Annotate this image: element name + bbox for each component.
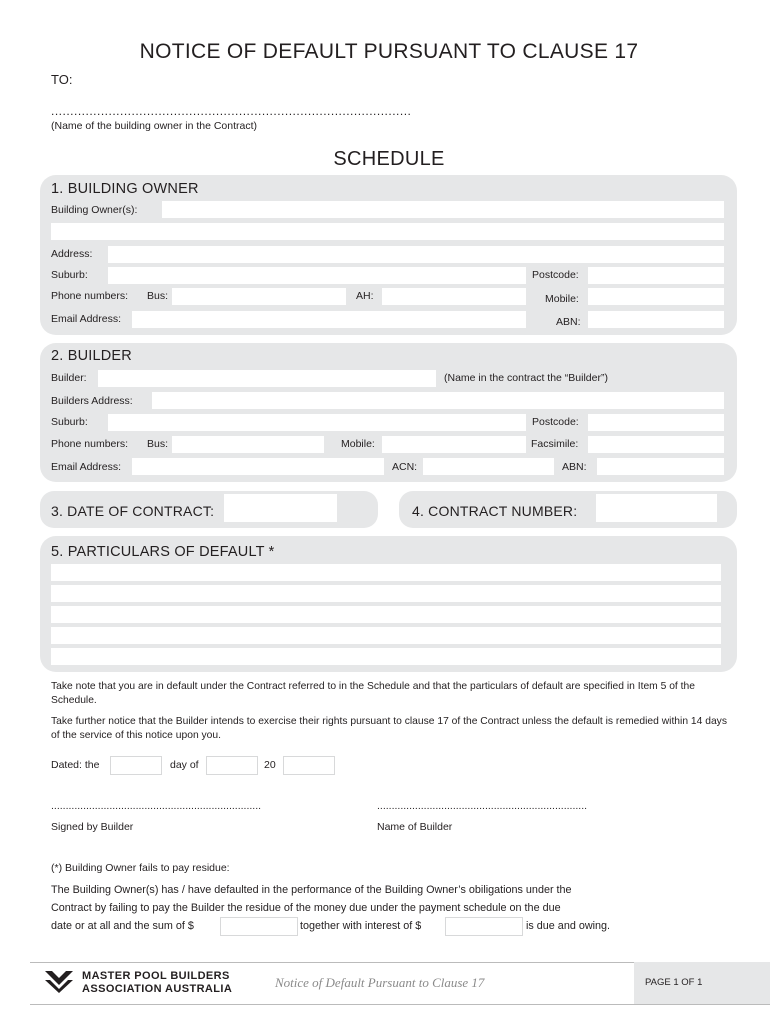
owner-ah-label: AH:	[356, 290, 374, 302]
residue-line-3a: date or at all and the sum of $	[51, 920, 194, 932]
owner-phone-label: Phone numbers:	[51, 290, 129, 302]
building-owners-label: Building Owner(s):	[51, 204, 138, 216]
dated-year-field[interactable]	[283, 756, 335, 775]
signature-line[interactable]: ........................................................................	[51, 800, 262, 812]
particulars-heading: 5. PARTICULARS OF DEFAULT *	[51, 544, 275, 560]
org-name-line-2: ASSOCIATION AUSTRALIA	[82, 983, 233, 995]
builder-phone-label: Phone numbers:	[51, 438, 129, 450]
building-owners-field-2[interactable]	[51, 223, 724, 240]
schedule-heading: SCHEDULE	[333, 148, 445, 170]
owner-bus-label: Bus:	[147, 290, 169, 302]
owner-ah-field[interactable]	[382, 288, 526, 305]
builder-label: Builder:	[51, 372, 87, 384]
builder-postcode-field[interactable]	[588, 414, 724, 431]
name-of-builder-label: Name of Builder	[377, 821, 453, 833]
year-prefix-label: 20	[264, 759, 276, 771]
dated-day-field[interactable]	[110, 756, 162, 775]
owner-suburb-field[interactable]	[108, 267, 526, 284]
dated-month-field[interactable]	[206, 756, 258, 775]
notice-paragraph-1: Take note that you are in default under the Contract referred to in the Schedule and that the particulars of default are specified in Item 5 of the Schedule.	[51, 681, 695, 706]
date-of-contract-field[interactable]	[224, 494, 337, 522]
owner-mobile-label: Mobile:	[545, 293, 579, 305]
residue-line-2: Contract by failing to pay the Builder the residue of the money due under the payment schedule on the due	[51, 902, 561, 914]
builder-email-field[interactable]	[132, 458, 384, 475]
particulars-line-3[interactable]	[51, 606, 721, 623]
org-name-line-1: MASTER POOL BUILDERS	[82, 970, 230, 982]
page-title: NOTICE OF DEFAULT PURSUANT TO CLAUSE 17	[139, 40, 639, 63]
building-owners-field[interactable]	[162, 201, 724, 218]
signed-by-builder-label: Signed by Builder	[51, 821, 134, 833]
residue-sum-field[interactable]	[220, 917, 298, 936]
builder-acn-field[interactable]	[423, 458, 554, 475]
mpba-logo-icon	[44, 970, 74, 994]
particulars-line-1[interactable]	[51, 564, 721, 581]
owner-name-line[interactable]: ..............................................................................................	[51, 104, 412, 118]
to-label: TO:	[51, 72, 73, 87]
owner-email-field[interactable]	[132, 311, 526, 328]
particulars-line-5[interactable]	[51, 648, 721, 665]
owner-postcode-field[interactable]	[588, 267, 724, 284]
owner-postcode-label: Postcode:	[532, 269, 579, 281]
builder-facsimile-field[interactable]	[588, 436, 724, 453]
builder-bus-field[interactable]	[172, 436, 324, 453]
builder-suburb-field[interactable]	[108, 414, 526, 431]
builder-email-label: Email Address:	[51, 461, 122, 473]
owner-name-hint: (Name of the building owner in the Contract)	[51, 120, 258, 132]
contract-number-heading: 4. CONTRACT NUMBER:	[412, 503, 578, 519]
builder-address-label: Builders Address:	[51, 395, 133, 407]
residue-interest-field[interactable]	[445, 917, 523, 936]
builder-suburb-label: Suburb:	[51, 416, 88, 428]
residue-heading: (*) Building Owner fails to pay residue:	[51, 862, 230, 874]
builder-bus-label: Bus:	[147, 438, 169, 450]
builder-field[interactable]	[98, 370, 436, 387]
owner-abn-field[interactable]	[588, 311, 724, 328]
owner-mobile-field[interactable]	[588, 288, 724, 305]
owner-bus-field[interactable]	[172, 288, 346, 305]
owner-address-label: Address:	[51, 248, 93, 260]
residue-line-3b: together with interest of $	[300, 920, 422, 932]
builder-name-line[interactable]: ........................................................................	[377, 800, 588, 812]
owner-address-field[interactable]	[108, 246, 724, 263]
owner-email-label: Email Address:	[51, 313, 122, 325]
builder-heading: 2. BUILDER	[51, 348, 132, 364]
builder-abn-field[interactable]	[597, 458, 724, 475]
footer-divider-bottom	[30, 1004, 770, 1005]
footer-document-name: Notice of Default Pursuant to Clause 17	[275, 975, 485, 990]
builder-facsimile-label: Facsimile:	[531, 438, 579, 450]
contract-number-field[interactable]	[596, 494, 717, 522]
date-of-contract-heading: 3. DATE OF CONTRACT:	[51, 503, 215, 519]
owner-abn-label: ABN:	[556, 316, 581, 328]
residue-line-3c: is due and owing.	[526, 920, 611, 932]
building-owner-heading: 1. BUILDING OWNER	[51, 181, 199, 197]
residue-line-1: The Building Owner(s) has / have defaulted in the performance of the Building Owner’s obiligations under the	[51, 884, 572, 896]
builder-postcode-label: Postcode:	[532, 416, 579, 428]
owner-suburb-label: Suburb:	[51, 269, 88, 281]
particulars-line-4[interactable]	[51, 627, 721, 644]
builder-mobile-label: Mobile:	[341, 438, 375, 450]
day-of-label: day of	[170, 759, 199, 771]
notice-paragraph-2: Take further notice that the Builder intends to exercise their rights pursuant to clause 17 of the Contract unless the default is remedied within 14 days of the service of this notice upon you.	[51, 716, 727, 741]
builder-address-field[interactable]	[152, 392, 724, 409]
builder-abn-label: ABN:	[562, 461, 587, 473]
dated-the-label: Dated: the	[51, 759, 100, 771]
builder-acn-label: ACN:	[392, 461, 418, 473]
builder-hint: (Name in the contract the “Builder”)	[444, 372, 608, 384]
builder-mobile-field[interactable]	[382, 436, 526, 453]
particulars-line-2[interactable]	[51, 585, 721, 602]
page-number: PAGE 1 OF 1	[645, 977, 703, 988]
